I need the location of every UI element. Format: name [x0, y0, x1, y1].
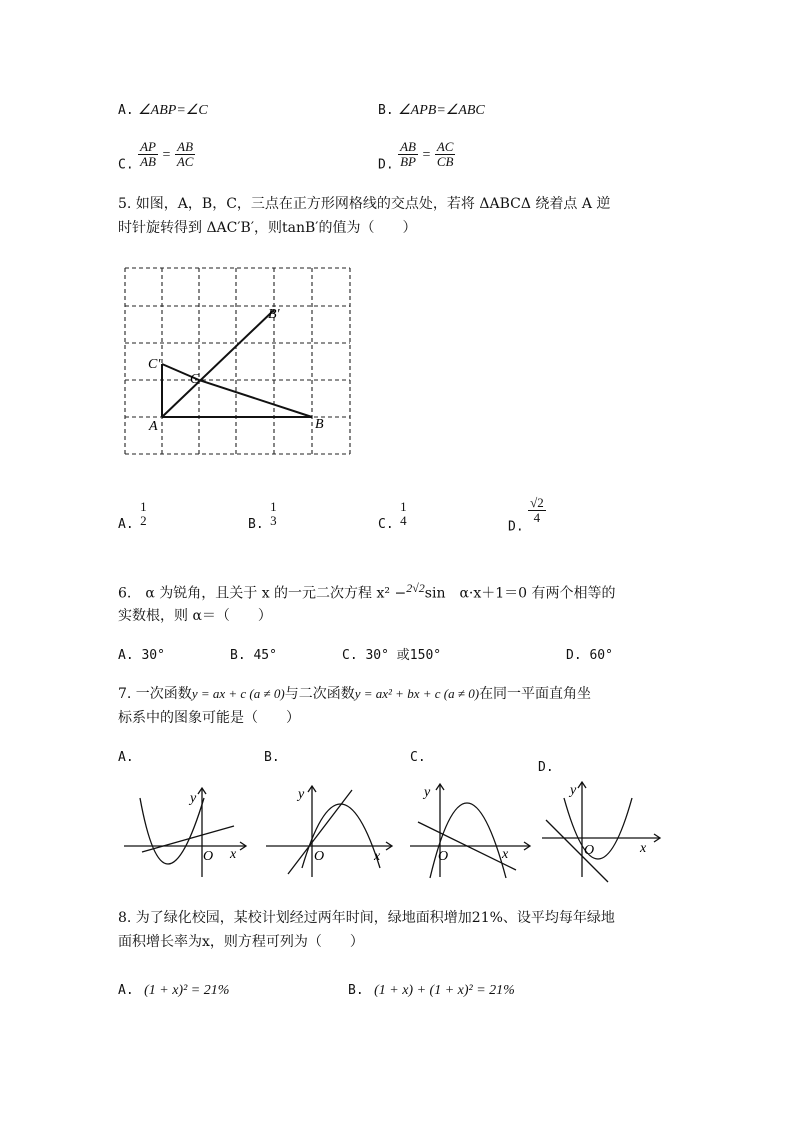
q6-option-d: D. 60°	[566, 648, 613, 663]
q4-option-b-text: ∠APB=∠ABC	[398, 103, 485, 118]
q7-linear-equation: y = ax + c (a ≠ 0)	[191, 686, 285, 701]
q7-quadratic-equation: y = ax² + bx + c (a ≠ 0)	[354, 686, 480, 701]
q7-graph-b-label: B.	[264, 750, 280, 765]
q4-option-a: A. ∠ABP=∠C	[118, 103, 208, 118]
svg-text:O: O	[314, 849, 325, 864]
q6-line-2: 实数根，则 α＝（ ）	[118, 608, 272, 624]
svg-text:x: x	[502, 847, 509, 862]
q7-graph-a	[122, 780, 252, 880]
q5-option-b: B. 1 3	[248, 499, 277, 532]
q5-option-d: D. $\frac{√2}{4}$	[508, 495, 544, 535]
q8-option-a: A. (1 + x)² = 21%	[118, 983, 230, 998]
q8-line-2: 面积增长率为x，则方程可列为（ ）	[118, 934, 364, 950]
q7-graph-c-label: C.	[410, 750, 426, 765]
q6-option-c: C. 30° 或150°	[342, 648, 442, 663]
q8-line-1: 8. 为了绿化校园，某校计划经过两年时间，绿地面积增加21%、设平均每年绿地	[118, 910, 615, 926]
label-c-prime: C′	[148, 357, 161, 372]
svg-text:x: x	[640, 841, 647, 856]
q6-option-b: B. 45°	[230, 648, 277, 663]
q7-graph-a-label: A.	[118, 750, 134, 765]
svg-text:y: y	[570, 783, 577, 798]
q4-c-right-fraction: $\frac{AB}{AC}$	[176, 139, 194, 169]
svg-text:O: O	[438, 849, 449, 864]
q5-option-a: A. 1 2	[118, 499, 147, 532]
x-axis-label: x	[230, 847, 237, 862]
q6-option-a: A. 30°	[118, 648, 165, 663]
q6-line-1: 6. α 为锐角，且关于 x 的一元二次方程 x² −$^{2√2}$sin α·x＋1＝0 有两个相等的	[118, 581, 616, 602]
q4-option-a-text: ∠ABP=∠C	[138, 103, 208, 118]
q4-d-left-fraction: $\frac{AB}{BP}$	[400, 139, 416, 169]
q4-d-right-fraction: $\frac{AC}{CB}$	[436, 139, 454, 169]
y-axis-label: y	[190, 791, 197, 806]
q5-grid-figure	[118, 262, 358, 462]
q8-option-a-equation: (1 + x)² = 21%	[144, 983, 230, 998]
q6-coefficient: 2√2	[406, 581, 425, 595]
label-b: B	[315, 417, 324, 432]
svg-text:x: x	[374, 849, 381, 864]
q7-line-1: 7. 一次函数y = ax + c (a ≠ 0)与二次函数y = ax² + bx + c (a ≠ 0)在同一平面直角坐	[118, 686, 592, 702]
svg-text:O: O	[584, 843, 595, 858]
q7-graph-d	[540, 780, 665, 885]
q5-option-c: C. 1 4	[378, 499, 407, 532]
label-b-prime: B′	[268, 307, 280, 322]
triangles	[162, 310, 312, 417]
label-a: A	[149, 419, 158, 434]
q4-option-c: C. $\frac{AP}{AB}$ = $\frac{AB}{AC}$	[118, 139, 194, 173]
svg-text:y: y	[424, 785, 431, 800]
q8-option-b-equation: (1 + x) + (1 + x)² = 21%	[374, 983, 515, 998]
q7-graph-b	[264, 780, 399, 880]
label-c: C	[190, 372, 200, 387]
q7-graph-c	[408, 780, 538, 880]
q7-graph-d-label: D.	[538, 760, 554, 775]
q5-line-1: 5. 如图，A，B，C，三点在正方形网格线的交点处，若将 ΔABCΔ 绕着点 A 逆	[118, 196, 611, 212]
q8-option-b: B. (1 + x) + (1 + x)² = 21%	[348, 983, 515, 998]
q5-line-2: 时针旋转得到 ΔAC′B′，则tanB′的值为（ ）	[118, 220, 417, 236]
origin-label: O	[203, 849, 214, 864]
q4-option-d: D. $\frac{AB}{BP}$ = $\frac{AC}{CB}$	[378, 139, 454, 173]
q7-line-2: 标系中的图象可能是（ ）	[118, 710, 300, 726]
svg-text:y: y	[298, 787, 305, 802]
q4-option-b: B. ∠APB=∠ABC	[378, 103, 485, 118]
q4-c-left-fraction: $\frac{AP}{AB}$	[140, 139, 156, 169]
